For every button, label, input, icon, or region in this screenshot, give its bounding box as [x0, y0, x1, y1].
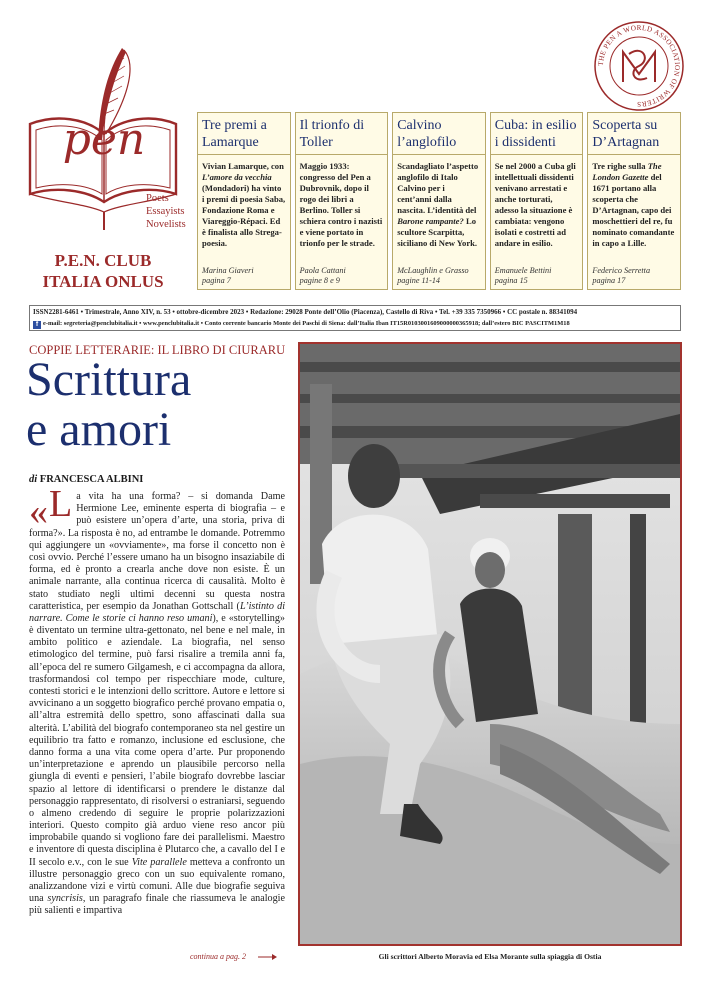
teaser-row	[197, 112, 681, 290]
teaser-title: Scoperta su D’Artagnan	[588, 117, 680, 155]
drop-quote: «	[29, 491, 48, 533]
article-headline: Scrittura e amori	[26, 353, 192, 456]
facebook-icon[interactable]: f	[33, 321, 41, 329]
teaser-card[interactable]	[197, 112, 291, 290]
svg-text:THE PEN A WORLD ASSOCIATION OF: THE PEN A WORLD ASSOCIATION OF WRITERS	[596, 23, 682, 109]
drop-cap: L	[49, 483, 73, 525]
teaser-title: Cuba: in esilio i dissidenti	[491, 117, 583, 155]
teaser-body: Scandagliato l’aspetto anglofilo di Italo Calvino per i cent’anni dalla nascita. L’identità del Barone rampante? Lo scultore Scarpitta, siciliano di New York.	[397, 161, 479, 248]
article-byline: di FRANCESCA ALBINI	[29, 474, 144, 485]
club-name: P.E.N. CLUB ITALIA ONLUS	[42, 251, 164, 291]
contact-details: f e-mail: segreteria@penclubitalia.it • www.penclubitalia.it • Conto corrente bancario Monte dei Paschi di Siena: dall’Italia Iban IT15R0103001609000000365918; dall’estero BIC PASCITM1M18	[33, 318, 677, 329]
teaser-author: Emanuele Bettini pagina 15	[494, 266, 552, 285]
teaser-card[interactable]	[490, 112, 584, 290]
logo-tagline: Poets Essayists Novelists	[146, 193, 186, 230]
teaser-title: Tre premi a Lamarque	[198, 117, 290, 155]
publication-info-bar	[29, 305, 681, 331]
teaser-body: Vivian Lamarque, con L’amore da vecchia (Mondadori) ha vinto i premi di poesia Saba, Fondazione Roma e Viareggio-Répaci. Ed è finalista allo Strega-poesia.	[202, 161, 286, 248]
logo-wordmark: pen	[62, 114, 146, 165]
teaser-author: McLaughlin e Grasso pagine 11-14	[397, 266, 469, 285]
continued-link[interactable]: continua a pag. 2	[190, 952, 246, 961]
teaser-card[interactable]	[295, 112, 389, 290]
teaser-card[interactable]	[392, 112, 486, 290]
article-photo	[298, 342, 682, 946]
photo-caption: Gli scrittori Alberto Moravia ed Elsa Morante sulla spiaggia di Ostia	[378, 952, 602, 961]
teaser-author: Marina Giaveri pagina 7	[202, 266, 254, 285]
teaser-card[interactable]	[587, 112, 681, 290]
teaser-author: Federico Serretta pagina 17	[592, 266, 651, 285]
teaser-body: Maggio 1933: congresso del Pen a Dubrovnik, dopo il rogo dei libri a Berlino. Toller si schiera contro i nazisti e viene portato in trionfo per le strade.	[299, 161, 383, 248]
teaser-body: Se nel 2000 a Cuba gli intellettuali dissidenti venivano arrestati e anche torturati, adesso la situazione è cambiata: vengono isolati e costretti ad andare in esilio.	[494, 161, 576, 248]
teaser-title: Calvino l’anglofilo	[393, 117, 485, 155]
teaser-title: Il trionfo di Toller	[296, 117, 388, 155]
arrow-right-icon	[258, 953, 278, 961]
pen-international-seal	[593, 20, 685, 112]
photo-illustration	[300, 344, 680, 944]
publication-details: ISSN2281-6461 • Trimestrale, Anno XIV, n. 53 • ottobre-dicembre 2023 • Redazione: 29028 Ponte dell’Olio (Piacenza), Castello di Riva • Tel. +39 335 7350966 • CC postale n. 88341094	[33, 308, 578, 316]
teaser-body: Tre righe sulla The London Gazette del 1671 portano alla scoperta che D’Artagnan, capo dei moschettieri del re, fu nominato comandante in capo a Lille.	[592, 161, 675, 248]
article-body: « L a vita ha una forma? – si domanda Dame Hermione Lee, eminente esperta di biografia – e può esistere un’opera d’arte, una storia, priva di forma?». La risposta è no, ad entrambe le domande. Potremmo qui aggiungere un «ovviamente», ma forse il concetto non è così ovvio. Perché l’essere umano ha un bisogno insaziabile di forma, ed è pronto a crearla anche dove non esiste. È un animale narrante, alla continua ricerca di causalità. Molto è stato studiato negli ultimi decenni su questa nostra caratteristica, per esempio da Jonathan Gottschall (L’istinto di narrare. Come le storie ci hanno reso umani), e «storytelling» è diventato un termine ultra-gettonato, nel bene e nel male, in ambito politico e aziendale. La biografia, nel senso etimologico del termine, può farsi risalire a tremila anni fa, all’epoca del re sumero Gilgamesh, e ci accompagna da allora, trasformandosi col tempo per rispecchiare mode, culture, contesti storici e le intenzioni dello scrittore. Autore e lettore si avvicinano a un soggetto biografico perché provano empatia o, all’altra estremità dello spettro, sono affascinati dalla sua alterità. L’abilità del biografo contemporaneo sta nel gestire un equilibrio tra fatto e romanzo, inclusione ed esclusione, che danno forma a una vita come opera d’arte. Pur proponendo un’interpretazione e aprendo un plausibile percorso nella giungla di eventi e pensieri, l’abile biografo dovrebbe lasciar spazio al lettore di identificarsi o prendere le distanze dal personaggio rappresentato, di risolversi o estraniarsi, seguendo o almeno credendo di seguire le proprie polarizzazioni interiori. Questo compito già arduo viene reso ancor più improbabile quando si vogliono fare dei parallelismi. Maestro e inventore di questa disciplina è Plutarco che, a cavallo del I e II secolo e.v., con le sue Vite parallele metteva a confronto un illustre personaggio greco con un suo equivalente romano, analizzandone vizi e virtù comuni. Alle due biografie seguiva una syncrisis, un paragrafo finale che riassumeva le analogie più salienti e impartiva	[29, 483, 286, 917]
article-kicker: COPPIE LETTERARIE: IL LIBRO DI CIURARU	[29, 343, 286, 357]
teaser-author: Paola Cattani pagine 8 e 9	[299, 266, 346, 285]
